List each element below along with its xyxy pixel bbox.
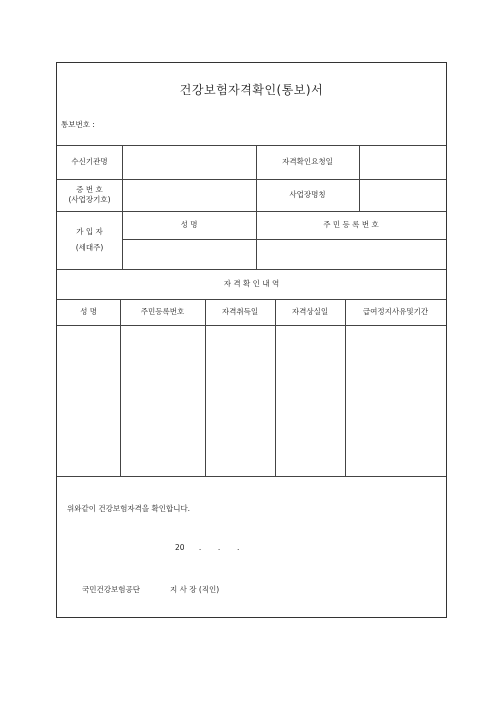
divider bbox=[205, 299, 206, 476]
signer-title: 지 사 장 (직인) bbox=[170, 585, 220, 594]
divider bbox=[122, 145, 123, 269]
issuer-name: 국민건강보험공단 bbox=[82, 585, 140, 594]
column-header-resident-number: 주민등록번호 bbox=[140, 306, 185, 316]
divider bbox=[345, 299, 346, 476]
subscriber-sublabel: (세대주) bbox=[75, 243, 104, 252]
column-header-name: 성 명 bbox=[80, 306, 97, 316]
request-date-label: 자격확인요청일 bbox=[282, 156, 333, 166]
column-header-benefit-suspension: 급여정지사유및기간 bbox=[362, 306, 429, 316]
subscriber-cell bbox=[57, 211, 122, 269]
divider bbox=[275, 299, 276, 476]
name-label: 성 명 bbox=[180, 219, 198, 229]
cert-number-label: 증 번 호 bbox=[76, 184, 103, 194]
date-line: 20 . . . bbox=[175, 543, 240, 552]
divider bbox=[120, 299, 121, 476]
divider bbox=[359, 145, 360, 211]
divider bbox=[122, 239, 446, 240]
subscriber-label: 가 입 자 bbox=[76, 226, 103, 236]
divider bbox=[57, 476, 446, 477]
history-heading: 자 격 확 인 내 역 bbox=[223, 278, 280, 288]
notice-number-label: 통보번호 : bbox=[61, 120, 95, 129]
cert-number-sublabel: (사업장기호) bbox=[68, 195, 111, 204]
confirmation-text: 위와같이 건강보험자격을 확인합니다. bbox=[67, 504, 191, 513]
receiving-org-label: 수신기관명 bbox=[71, 156, 108, 166]
form-title: 건강보험자격확인(통보)서 bbox=[179, 83, 324, 97]
column-header-acquired-date: 자격취득일 bbox=[221, 306, 259, 316]
divider bbox=[57, 325, 446, 326]
column-header-lost-date: 자격상실일 bbox=[291, 306, 329, 316]
cert-number-cell bbox=[57, 179, 122, 211]
resident-number-label: 주 민 등 록 번 호 bbox=[323, 219, 379, 229]
form-frame bbox=[56, 62, 447, 618]
workplace-label: 사업장명칭 bbox=[289, 189, 326, 199]
